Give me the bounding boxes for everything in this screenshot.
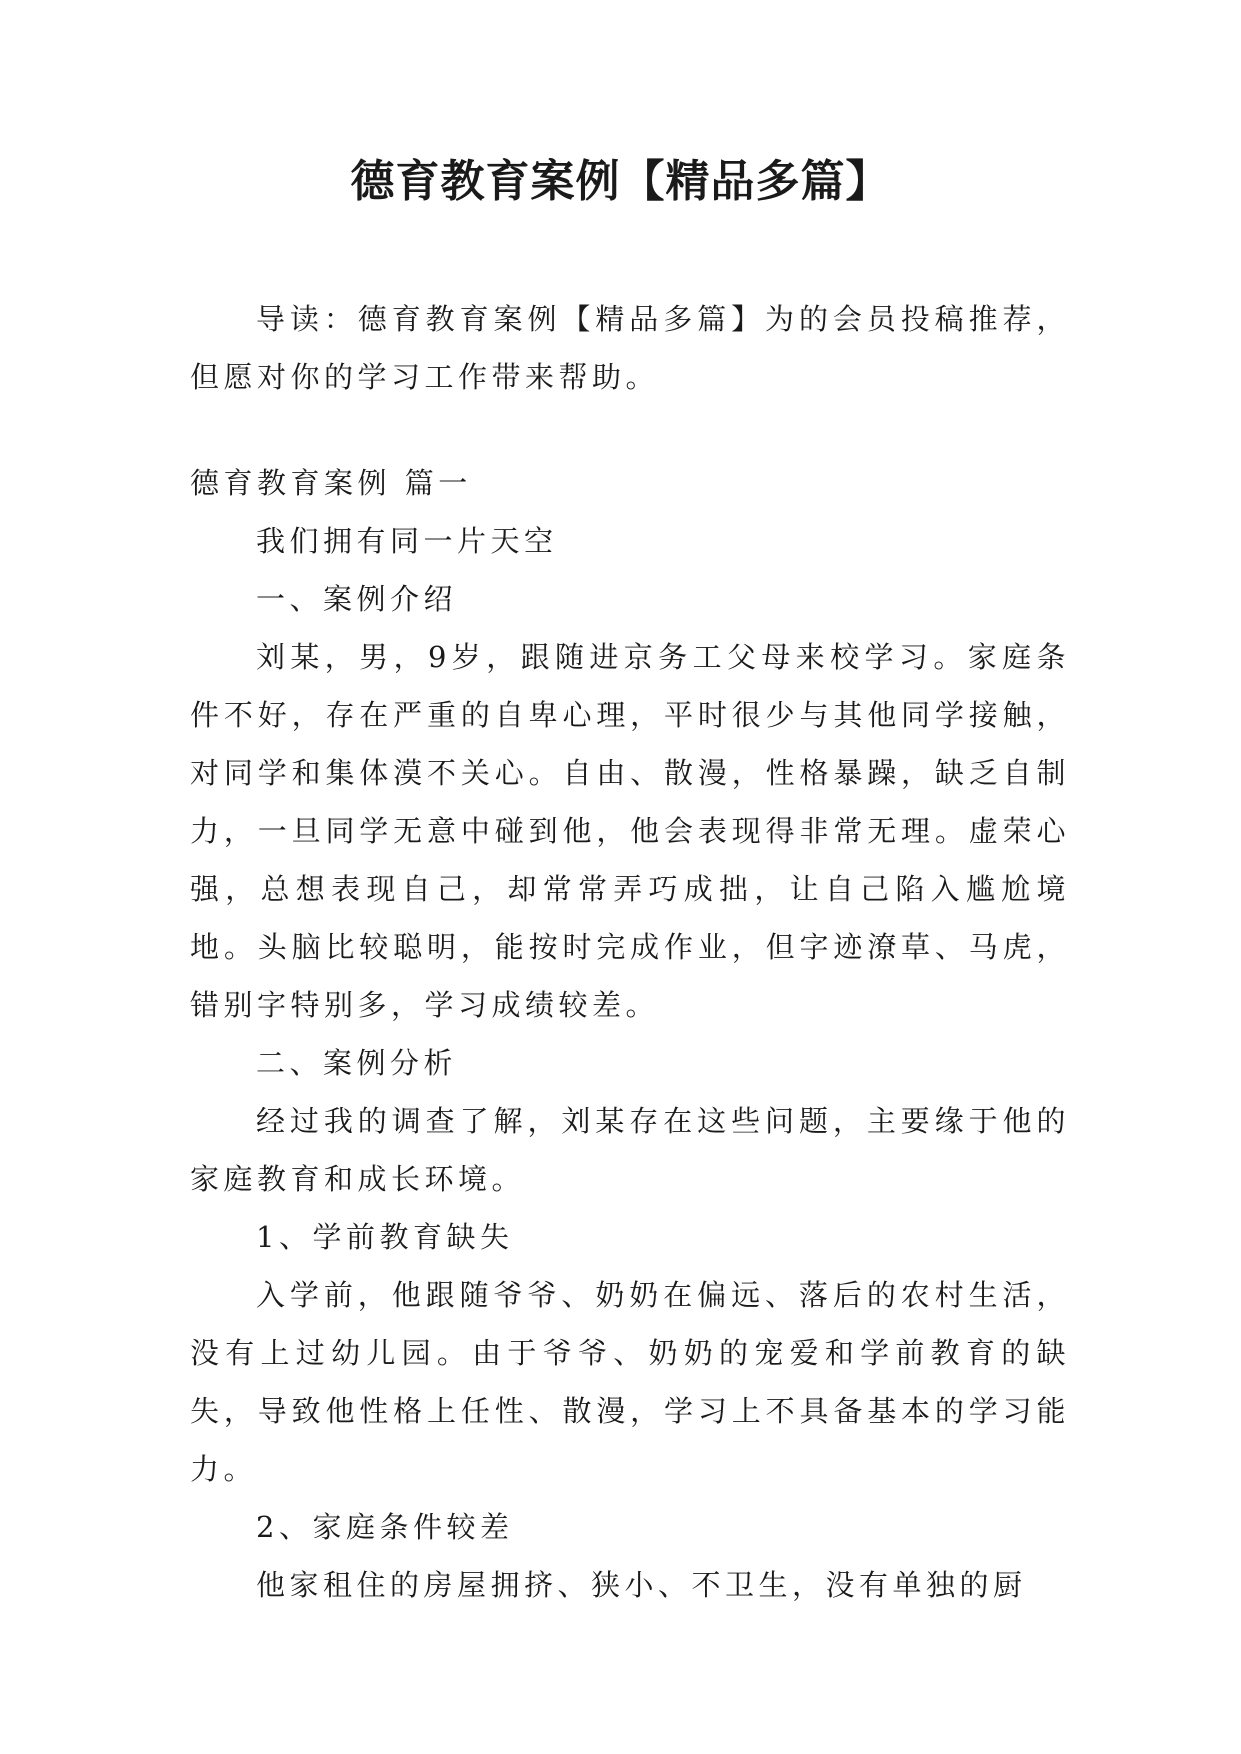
paragraph-case-analysis: 经过我的调查了解，刘某存在这些问题，主要缘于他的家庭教育和成长环境。 [190, 1104, 1070, 1196]
document-title: 德育教育案例【精品多篇】 [350, 156, 891, 207]
document-body [190, 290, 1070, 1614]
heading-preschool-education: 1、学前教育缺失 [256, 1220, 514, 1254]
paragraph-family-conditions: 他家租住的房屋拥挤、狭小、不卫生，没有单独的厨 [256, 1568, 1027, 1602]
paragraph-preschool-education: 入学前，他跟随爷爷、奶奶在偏远、落后的农村生活，没有上过幼儿园。由于爷爷、奶奶的宠爱和学前教育的缺失，导致他性格上任性、散漫，学习上不具备基本的学习能力。 [190, 1278, 1070, 1486]
heading-case-analysis: 二、案例分析 [256, 1046, 458, 1080]
case-subtitle: 我们拥有同一片天空 [256, 524, 558, 558]
intro-paragraph: 导读：德育教育案例【精品多篇】为的会员投稿推荐，但愿对你的学习工作带来帮助。 [190, 302, 1070, 394]
paragraph-case-introduction: 刘某，男，9岁，跟随进京务工父母来校学习。家庭条件不好，存在严重的自卑心理，平时很少与其他同学接触，对同学和集体漠不关心。自由、散漫，性格暴躁，缺乏自制力，一旦同学无意中碰到他，他会表现得非常无理。虚荣心强，总想表现自己，却常常弄巧成拙，让自己陷入尴尬境地。头脑比较聪明，能按时完成作业，但字迹潦草、马虎，错别字特别多，学习成绩较差。 [190, 640, 1070, 1022]
heading-family-conditions: 2、家庭条件较差 [256, 1510, 514, 1544]
section-heading: 德育教育案例 篇一 [190, 466, 472, 500]
heading-case-introduction: 一、案例介绍 [256, 582, 458, 616]
